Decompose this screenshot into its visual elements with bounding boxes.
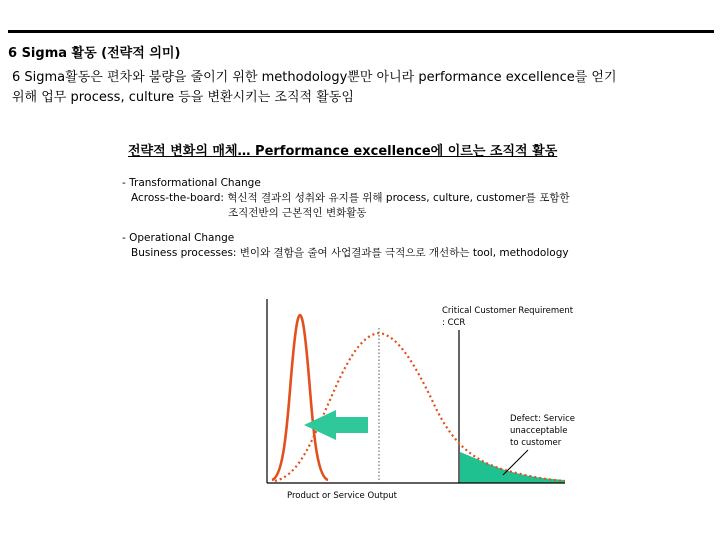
defect-pointer-line [503,450,528,475]
operational-line-1: Business processes: 변이와 결함을 줄여 사업결과를 극적으로 개선하는 tool, methodology [131,247,569,259]
transformational-line-2: 조직전반의 근본적인 변화활동 [228,207,367,219]
defect-area [460,452,565,483]
ccr-label-line-2: : CCR [442,318,466,328]
operational-heading: - Operational Change [122,232,235,244]
defect-label-line-1: Defect: Service [510,414,575,424]
intro-line-2: 위해 업무 process, culture 등을 변환시키는 조직적 활동임 [12,90,354,105]
defect-label-line-3: to customer [510,438,562,448]
x-axis-label: Product or Service Output [287,491,398,501]
defect-label-line-2: unacceptable [510,426,568,436]
transformational-line-1: Across-the-board: 혁신적 결과의 성취와 유지를 위해 process, culture, customer를 포함한 [131,192,570,204]
intro-line-1: 6 Sigma활동은 편차와 불량을 줄이기 위한 methodology뿐만 아니라 performance excellence를 얻기 [12,70,617,85]
section-subtitle: 전략적 변화의 매체… Performance excellence에 이르는 조직적 활동 [128,144,558,159]
ccr-label-line-1: Critical Customer Requirement [442,306,574,316]
page-title: 6 Sigma 활동 (전략적 의미) [8,46,181,61]
transformational-heading: - Transformational Change [122,177,261,189]
narrow-distribution-curve [272,315,328,480]
